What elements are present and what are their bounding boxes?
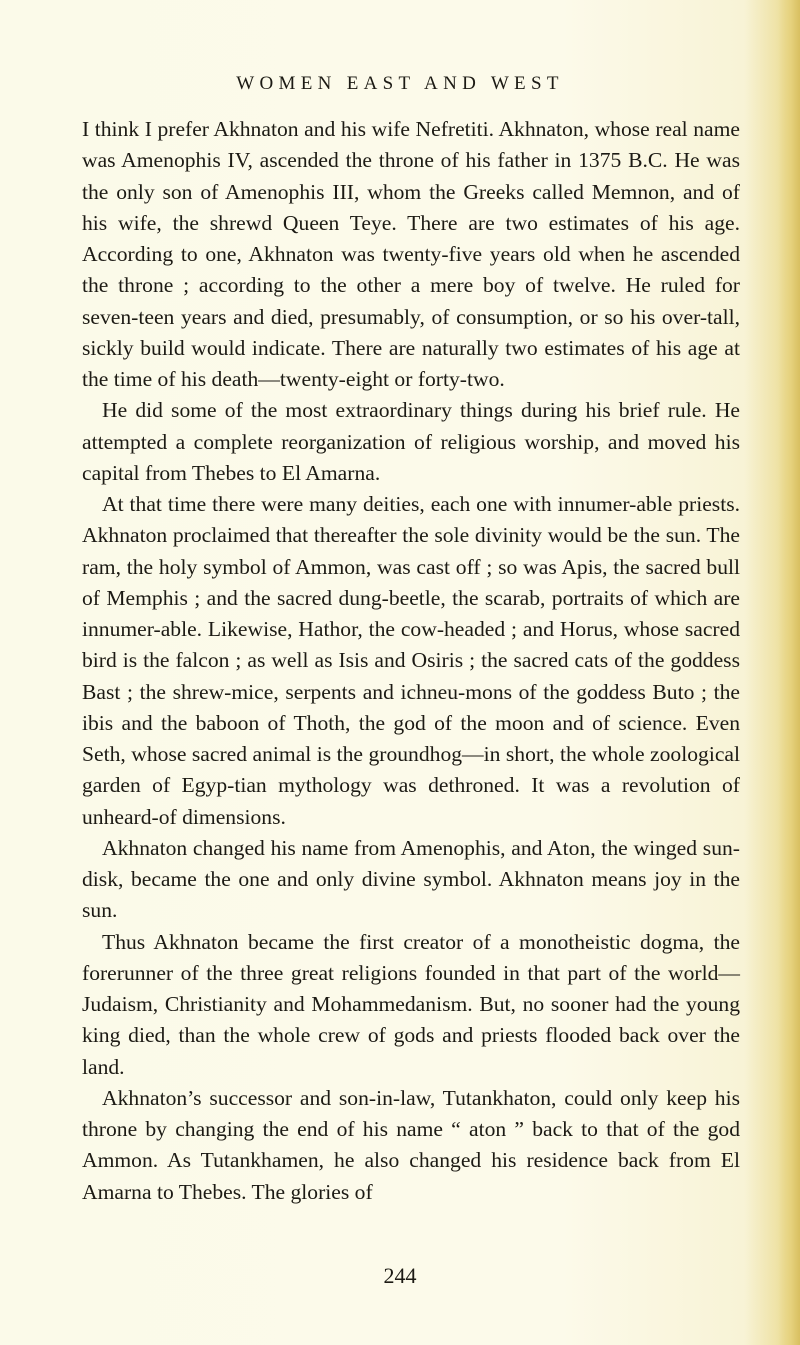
paragraph: Akhnaton changed his name from Amenophis, and Aton, the winged sun-disk, became the one and only divine symbol. Akhnaton means joy in the sun. — [82, 835, 740, 923]
running-head: WOMEN EAST AND WEST — [236, 73, 564, 94]
paragraph: At that time there were many deities, each one with innumer-able priests. Akhnaton proclaimed that thereafter the sole divinity would be the sun. The ram, the holy symbol of Ammon, was cast off ; so was Apis, the sacred bull of Memphis ; and the sacred dung-beetle, the scarab, portraits of which are innumer-able. Likewise, Hathor, the cow-headed ; and Horus, whose sacred bird is the falcon ; as well as Isis and Osiris ; the sacred cats of the goddess Bast ; the shrew-mice, serpents and ichneu-mons of the goddess Buto ; the ibis and the baboon of Thoth, the god of the moon and of science. Even Seth, whose sacred animal is the groundhog—in short, the whole zoological garden of Egyp-tian mythology was dethroned. It was a revolution of unheard-of dimensions. — [82, 492, 740, 829]
paragraph: Akhnaton’s successor and son-in-law, Tutankhaton, could only keep his throne by changing the end of his name “ aton ” back to that of the god Ammon. As Tutankhamen, he also changed his residence back from El Amarna to Thebes. The glories of — [82, 1085, 740, 1204]
page-edge-shadow — [778, 0, 800, 1345]
body-text — [82, 114, 740, 1208]
page-number: 244 — [383, 1263, 417, 1288]
paragraph: He did some of the most extraordinary things during his brief rule. He attempted a complete reorganization of religious worship, and moved his capital from Thebes to El Amarna. — [82, 398, 740, 485]
paragraph: I think I prefer Akhnaton and his wife Nefretiti. Akhnaton, whose real name was Amenophis IV, ascended the throne of his father in 1375 B.C. He was the only son of Amenophis III, whom the Greeks called Memnon, and of his wife, the shrewd Queen Teye. There are two estimates of his age. According to one, Akhnaton was twenty-five years old when he ascended the throne ; according to the other a mere boy of twelve. He ruled for seven-teen years and died, presumably, of consumption, or so his over-tall, sickly build would indicate. There are naturally two estimates of his age at the time of his death—twenty-eight or forty-two. — [82, 117, 740, 391]
paragraph: Thus Akhnaton became the first creator of a monotheistic dogma, the forerunner of the three great religions founded in that part of the world—Judaism, Christianity and Mohammedanism. But, no sooner had the young king died, than the whole crew of gods and priests flooded back over the land. — [82, 929, 740, 1079]
